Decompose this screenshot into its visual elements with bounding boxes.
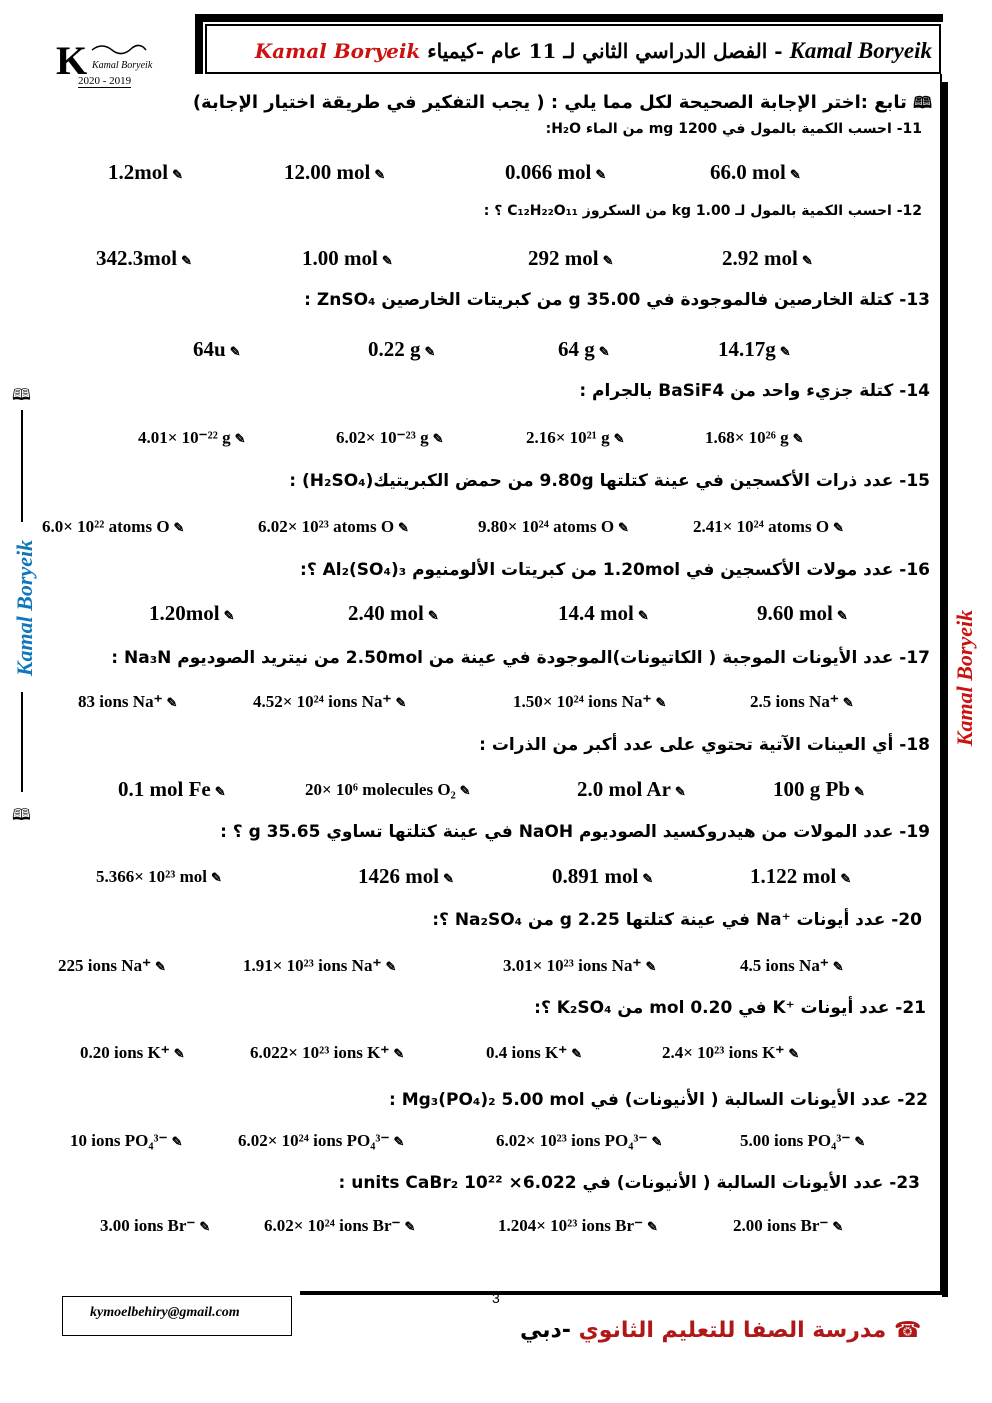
email-link[interactable]: kymoelbehiry@gmail.com: [90, 1305, 240, 1320]
pen-icon: ✎: [637, 608, 649, 623]
option-21-a[interactable]: 0.20 ions K⁺ ✎: [80, 1043, 185, 1062]
pen-icon: ✎: [840, 871, 852, 886]
option-11-a[interactable]: 1.2mol ✎: [108, 160, 183, 184]
option-21-b[interactable]: 6.022× 10²³ ions K⁺ ✎: [250, 1043, 405, 1062]
option-16-d[interactable]: 9.60 mol ✎: [757, 601, 848, 625]
option-11-b[interactable]: 12.00 mol ✎: [284, 160, 386, 184]
question-23: 23- عدد الأيونات السالبة ( الأنيونات) في 6.022× 10²² units CaBr₂ :: [338, 1173, 920, 1193]
option-15-a[interactable]: 6.0× 10²² atoms O ✎: [42, 517, 185, 536]
pen-icon: ✎: [211, 870, 222, 885]
option-15-d[interactable]: 2.41× 10²⁴ atoms O ✎: [693, 517, 844, 536]
option-12-a[interactable]: 342.3mol ✎: [96, 246, 192, 270]
option-18-d[interactable]: 100 g Pb ✎: [773, 777, 865, 801]
option-15-b[interactable]: 6.02× 10²³ atoms O ✎: [258, 517, 409, 536]
question-14: 14- كتلة جزيء واحد من BaSiF4 بالجرام :: [579, 381, 930, 401]
pen-icon: ✎: [779, 344, 791, 359]
header-author-en: Kamal Boryeik: [789, 38, 932, 63]
question-18: 18- أي العينات الآتية تحتوي على عدد أكبر من الذرات :: [479, 735, 930, 755]
right-signature: Kamal Boryeik: [952, 609, 977, 747]
header-title-ar: - الفصل الدراسي الثاني لـ 11 عام -كيمياء: [427, 39, 783, 63]
pen-icon: ✎: [836, 608, 848, 623]
pen-icon: ✎: [424, 344, 436, 359]
option-22-a[interactable]: 10 ions PO₄³⁻ ✎: [70, 1131, 183, 1150]
option-17-c[interactable]: 1.50× 10²⁴ ions Na⁺ ✎: [513, 692, 667, 711]
pen-icon: ✎: [647, 1219, 658, 1234]
option-19-c[interactable]: 0.891 mol ✎: [552, 864, 654, 888]
school-name-red: مدرسة الصفا للتعليم الثانوي: [578, 1318, 887, 1343]
option-11-c[interactable]: 0.066 mol ✎: [505, 160, 607, 184]
pen-icon: ✎: [598, 344, 610, 359]
pen-icon: ✎: [398, 520, 409, 535]
pen-icon: ✎: [404, 1219, 416, 1234]
pen-icon: ✎: [443, 871, 454, 886]
pen-icon: ✎: [229, 344, 241, 359]
option-15-c[interactable]: 9.80× 10²⁴ atoms O ✎: [478, 517, 629, 536]
question-11: 11- احسب الكمية بالمول في 1200 mg من الماء H₂O:: [545, 121, 922, 137]
option-12-d[interactable]: 2.92 mol ✎: [722, 246, 813, 270]
option-13-a[interactable]: 64u ✎: [193, 337, 241, 361]
pen-icon: ✎: [459, 783, 471, 798]
option-17-a[interactable]: 83 ions Na⁺ ✎: [78, 692, 178, 711]
pen-icon: ✎: [833, 520, 844, 535]
pen-icon: ✎: [792, 431, 804, 446]
pen-icon: ✎: [427, 608, 439, 623]
header-shadow-left: [195, 14, 203, 74]
option-22-b[interactable]: 6.02× 10²⁴ ions PO₄³⁻ ✎: [238, 1131, 405, 1150]
option-19-b[interactable]: 1426 mol ✎: [358, 864, 454, 888]
school-city: -دبي: [520, 1318, 571, 1343]
pen-icon: ✎: [832, 959, 844, 974]
pen-icon: ✎: [854, 784, 865, 799]
pen-icon: ✎: [801, 253, 813, 268]
left-line-top: [21, 410, 23, 522]
option-18-c[interactable]: 2.0 mol Ar ✎: [577, 777, 686, 801]
option-12-b[interactable]: 1.00 mol ✎: [302, 246, 393, 270]
left-line-bottom: [21, 692, 23, 792]
pen-icon: ✎: [832, 1219, 844, 1234]
option-16-c[interactable]: 14.4 mol ✎: [558, 601, 649, 625]
option-19-a[interactable]: 5.366× 10²³ mol ✎: [96, 867, 222, 886]
pen-icon: ✎: [172, 167, 183, 182]
pen-icon: ✎: [173, 1046, 185, 1061]
header-signature: Kamal Boryeik: [254, 39, 421, 63]
option-13-d[interactable]: 14.17g ✎: [718, 337, 791, 361]
book-icon-left-bottom: 🕮: [12, 805, 31, 824]
question-16: 16- عدد مولات الأكسجين في 1.20mol من كبريتات الألومنيوم Al₂(SO₄)₃ ؟:: [300, 560, 930, 580]
option-20-c[interactable]: 3.01× 10²³ ions Na⁺ ✎: [503, 956, 657, 975]
pen-icon: ✎: [789, 167, 801, 182]
option-14-c[interactable]: 2.16× 10²¹ g ✎: [526, 428, 625, 447]
pen-icon: ✎: [432, 431, 444, 446]
question-13: 13- كتلة الخارصين فالموجودة في 35.00 g من كبريتات الخارصين ZnSO₄ :: [304, 290, 930, 310]
pen-icon: ✎: [613, 431, 625, 446]
intro-line: [193, 92, 932, 119]
pen-icon: ✎: [571, 1046, 583, 1061]
option-17-b[interactable]: 4.52× 10²⁴ ions Na⁺ ✎: [253, 692, 407, 711]
option-22-d[interactable]: 5.00 ions PO₄³⁻ ✎: [740, 1131, 866, 1150]
page-number: 3: [492, 1290, 500, 1306]
option-23-d[interactable]: 2.00 ions Br⁻ ✎: [733, 1216, 844, 1235]
pen-icon: ✎: [223, 608, 235, 623]
option-12-c[interactable]: 292 mol ✎: [528, 246, 614, 270]
frame-right-shadow: [942, 82, 948, 1297]
pen-icon: ✎: [374, 167, 386, 182]
pen-icon: ✎: [171, 1134, 183, 1149]
pen-icon: ✎: [234, 431, 246, 446]
pen-icon: ✎: [788, 1046, 800, 1061]
frame-bottom: [300, 1291, 948, 1295]
question-15: 15- عدد ذرات الأكسجين في عينة كتلتها 9.80g من حمض الكبريتيك(H₂SO₄) :: [289, 471, 930, 491]
question-21: 21- عدد أيونات ⁺K في 0.20 mol من K₂SO₄ ؟:: [534, 998, 926, 1018]
school-name: [520, 1318, 921, 1343]
intro-text: تابع :اختر الإجابة الصحيحة لكل مما يلي : ( يجب التفكير في طريقة اختيار الإجابة): [192, 92, 907, 113]
svg-text:K: K: [56, 38, 88, 78]
pen-icon: ✎: [642, 871, 654, 886]
option-21-c[interactable]: 0.4 ions K⁺ ✎: [486, 1043, 583, 1062]
option-14-b[interactable]: 6.02× 10⁻²³ g ✎: [336, 428, 444, 447]
option-23-a[interactable]: 3.00 ions Br⁻ ✎: [100, 1216, 211, 1235]
logo-name: Kamal Boryeik: [92, 60, 153, 71]
option-19-d[interactable]: 1.122 mol ✎: [750, 864, 852, 888]
pen-icon: ✎: [173, 520, 185, 535]
pen-icon: ✎: [181, 253, 192, 268]
phone-icon: ☎: [893, 1318, 922, 1343]
pen-icon: ✎: [395, 695, 407, 710]
option-20-b[interactable]: 1.91× 10²³ ions Na⁺ ✎: [243, 956, 397, 975]
left-signature: Kamal Boryeik: [12, 539, 37, 677]
pen-icon: ✎: [854, 1134, 866, 1149]
pen-icon: ✎: [155, 959, 166, 974]
option-20-a[interactable]: 225 ions Na⁺ ✎: [58, 956, 166, 975]
pen-icon: ✎: [393, 1046, 405, 1061]
option-18-a[interactable]: 0.1 mol Fe ✎: [118, 777, 226, 801]
option-17-d[interactable]: 2.5 ions Na⁺ ✎: [750, 692, 854, 711]
question-20: 20- عدد أيونات ⁺Na في عينة كتلتها 2.25 g من Na₂SO₄ ؟:: [432, 910, 922, 930]
option-21-d[interactable]: 2.4× 10²³ ions K⁺ ✎: [662, 1043, 800, 1062]
question-19: 19- عدد المولات من هيدروكسيد الصوديوم NaOH في عينة كتلتها تساوي 35.65 g ؟ :: [220, 822, 930, 842]
option-14-a[interactable]: 4.01× 10⁻²² g ✎: [138, 428, 246, 447]
question-17: 17- عدد الأيونات الموجبة ( الكاتيونات)الموجودة في عينة من 2.50mol من نيتريد الصوديوم Na₃N :: [111, 648, 930, 668]
question-22: 22- عدد الأيونات السالبة ( الأنيونات) في Mg₃(PO₄)₂ 5.00 mol :: [389, 1090, 928, 1110]
pen-icon: ✎: [393, 1134, 405, 1149]
pen-icon: ✎: [385, 959, 397, 974]
pen-icon: ✎: [199, 1219, 211, 1234]
option-23-b[interactable]: 6.02× 10²⁴ ions Br⁻ ✎: [264, 1216, 416, 1235]
pen-icon: ✎: [651, 1134, 663, 1149]
option-16-a[interactable]: 1.20mol ✎: [149, 601, 235, 625]
option-16-b[interactable]: 2.40 mol ✎: [348, 601, 439, 625]
pen-icon: ✎: [214, 784, 226, 799]
option-20-d[interactable]: 4.5 ions Na⁺ ✎: [740, 956, 844, 975]
pen-icon: ✎: [655, 695, 667, 710]
question-12: 12- احسب الكمية بالمول لـ 1.00 kg من السكروز C₁₂H₂₂O₁₁ ؟ :: [483, 203, 922, 219]
pen-icon: ✎: [645, 959, 657, 974]
pen-icon: ✎: [602, 253, 614, 268]
header-title: [255, 38, 932, 64]
option-14-d[interactable]: 1.68× 10²⁶ g ✎: [705, 428, 804, 447]
option-11-d[interactable]: 66.0 mol ✎: [710, 160, 801, 184]
pen-icon: ✎: [595, 167, 607, 182]
option-22-c[interactable]: 6.02× 10²³ ions PO₄³⁻ ✎: [496, 1131, 663, 1150]
option-18-b[interactable]: 20× 10⁶ molecules O₂ ✎: [305, 780, 471, 799]
pen-icon: ✎: [166, 695, 178, 710]
header-shadow-top: [195, 14, 943, 22]
option-13-b[interactable]: 0.22 g ✎: [368, 337, 436, 361]
pen-icon: ✎: [842, 695, 854, 710]
logo-years: 2020 - 2019: [78, 75, 132, 87]
book-icon-left-top: 🕮: [12, 385, 31, 404]
pen-icon: ✎: [674, 784, 686, 799]
pen-icon: ✎: [381, 253, 393, 268]
book-icon-intro: 🕮: [913, 93, 932, 112]
option-13-c[interactable]: 64 g ✎: [558, 337, 610, 361]
option-23-c[interactable]: 1.204× 10²³ ions Br⁻ ✎: [498, 1216, 658, 1235]
pen-icon: ✎: [618, 520, 629, 535]
